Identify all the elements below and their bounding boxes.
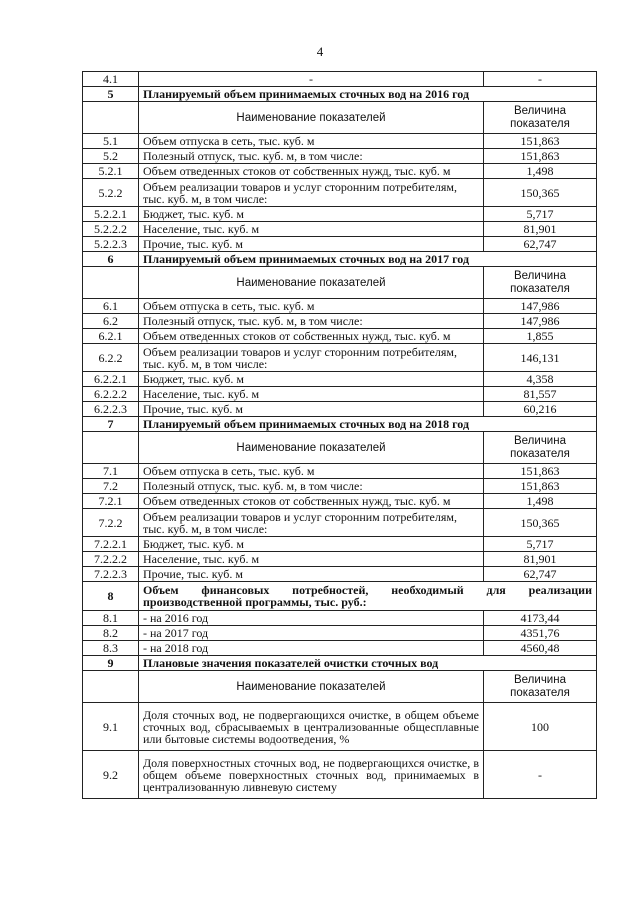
row-number: 9.1 (83, 703, 139, 751)
row-name: Объем отпуска в сеть, тыс. куб. м (139, 299, 484, 314)
row-number: 7.2.2.2 (83, 552, 139, 567)
section-number: 7 (83, 417, 139, 432)
row-value: 151,863 (484, 464, 597, 479)
row-name: Прочие, тыс. куб. м (139, 402, 484, 417)
row-value: 150,365 (484, 179, 597, 207)
column-header-row (83, 267, 597, 299)
row-name: Объем отпуска в сеть, тыс. куб. м (139, 134, 484, 149)
row-name: Бюджет, тыс. куб. м (139, 372, 484, 387)
row-name: Бюджет, тыс. куб. м (139, 537, 484, 552)
row-number: 6.2.1 (83, 329, 139, 344)
column-header-row (83, 432, 597, 464)
row-name: Полезный отпуск, тыс. куб. м, в том числе: (139, 314, 484, 329)
column-header-name: Наименование показателей (139, 267, 484, 299)
row-name: Полезный отпуск, тыс. куб. м, в том числе: (139, 479, 484, 494)
table-row (83, 72, 597, 87)
row-name: - на 2017 год (139, 626, 484, 641)
row-number: 8.3 (83, 641, 139, 656)
row-name: Объем реализации товаров и услуг сторонним потребителям, тыс. куб. м, в том числе: (139, 344, 484, 372)
row-value: 151,863 (484, 479, 597, 494)
row-value: 151,863 (484, 149, 597, 164)
production-program-table (82, 71, 597, 799)
row-number: 7.2.2 (83, 509, 139, 537)
row-name: Полезный отпуск, тыс. куб. м, в том числе: (139, 149, 484, 164)
table-row (83, 567, 597, 582)
table-row (83, 509, 597, 537)
row-number: 4.1 (83, 72, 139, 87)
row-value: 62,747 (484, 237, 597, 252)
row-value: 4173,44 (484, 611, 597, 626)
table-row (83, 207, 597, 222)
row-number: 5.1 (83, 134, 139, 149)
table-row (83, 372, 597, 387)
table-row (83, 237, 597, 252)
table-row (83, 641, 597, 656)
row-name: Объем отпуска в сеть, тыс. куб. м (139, 464, 484, 479)
row-number: 6.2.2.3 (83, 402, 139, 417)
row-number: 5.2.1 (83, 164, 139, 179)
row-number: 7.2.1 (83, 494, 139, 509)
section-title: Планируемый объем принимаемых сточных вод на 2017 год (139, 252, 597, 267)
row-number: 5.2 (83, 149, 139, 164)
row-number: 6.2 (83, 314, 139, 329)
row-name: - (139, 72, 484, 87)
row-name: Население, тыс. куб. м (139, 552, 484, 567)
table-row (83, 164, 597, 179)
table-row (83, 494, 597, 509)
row-value: 1,855 (484, 329, 597, 344)
table-row (83, 751, 597, 799)
section-title: Объем финансовых потребностей, необходимый для реализации производственной программы, тыс. руб.: (139, 582, 597, 611)
row-number: 6.1 (83, 299, 139, 314)
table-row (83, 179, 597, 207)
column-header-value: Величина показателя (484, 267, 597, 299)
column-header-name: Наименование показателей (139, 102, 484, 134)
row-value: - (484, 751, 597, 799)
row-name: Прочие, тыс. куб. м (139, 237, 484, 252)
row-number: 9.2 (83, 751, 139, 799)
row-name: Объем отведенных стоков от собственных нужд, тыс. куб. м (139, 494, 484, 509)
row-number: 5.2.2 (83, 179, 139, 207)
row-name: Объем отведенных стоков от собственных нужд, тыс. куб. м (139, 164, 484, 179)
column-header-value: Величина показателя (484, 432, 597, 464)
table-row (83, 626, 597, 641)
table-row (83, 464, 597, 479)
table-row (83, 402, 597, 417)
section-header-row (83, 656, 597, 671)
row-number: 6.2.2.2 (83, 387, 139, 402)
row-number: 7.2.2.1 (83, 537, 139, 552)
row-number: 8.1 (83, 611, 139, 626)
table-row (83, 344, 597, 372)
section-title: Планируемый объем принимаемых сточных вод на 2016 год (139, 87, 597, 102)
row-name: Прочие, тыс. куб. м (139, 567, 484, 582)
table-row (83, 299, 597, 314)
column-header-name: Наименование показателей (139, 432, 484, 464)
row-name: - на 2016 год (139, 611, 484, 626)
section-number: 9 (83, 656, 139, 671)
row-name: - на 2018 год (139, 641, 484, 656)
section-header-row (83, 417, 597, 432)
row-value: 5,717 (484, 207, 597, 222)
row-value: 1,498 (484, 164, 597, 179)
row-name: Объем реализации товаров и услуг сторонним потребителям, тыс. куб. м, в том числе: (139, 179, 484, 207)
row-value: 147,986 (484, 299, 597, 314)
row-number: 7.2.2.3 (83, 567, 139, 582)
table-row (83, 552, 597, 567)
row-value: 1,498 (484, 494, 597, 509)
row-value: 146,131 (484, 344, 597, 372)
row-value: 100 (484, 703, 597, 751)
table-row (83, 222, 597, 237)
table-row (83, 387, 597, 402)
section-header-row (83, 252, 597, 267)
section-header-row (83, 582, 597, 611)
section-number: 6 (83, 252, 139, 267)
column-header-name: Наименование показателей (139, 671, 484, 703)
row-value: 147,986 (484, 314, 597, 329)
row-number: 5.2.2.3 (83, 237, 139, 252)
table-row (83, 479, 597, 494)
table-row (83, 314, 597, 329)
row-name: Объем отведенных стоков от собственных нужд, тыс. куб. м (139, 329, 484, 344)
row-value: 4,358 (484, 372, 597, 387)
section-number: 8 (83, 582, 139, 611)
row-number: 7.1 (83, 464, 139, 479)
column-header-row (83, 671, 597, 703)
row-number: 5.2.2.1 (83, 207, 139, 222)
column-header-value: Величина показателя (484, 102, 597, 134)
table-row (83, 329, 597, 344)
section-header-row (83, 87, 597, 102)
column-header-row (83, 102, 597, 134)
row-number: 7.2 (83, 479, 139, 494)
row-name: Доля поверхностных сточных вод, не подвергающихся очистке, в общем объеме поверхностных сточных вод, принимаемых в централизованную ливневую систему (139, 751, 484, 799)
section-number: 5 (83, 87, 139, 102)
table-row (83, 134, 597, 149)
row-number: 6.2.2 (83, 344, 139, 372)
page-number: 4 (316, 44, 324, 59)
row-number: 6.2.2.1 (83, 372, 139, 387)
row-value: - (484, 72, 597, 87)
row-number: 5.2.2.2 (83, 222, 139, 237)
section-title: Плановые значения показателей очистки сточных вод (139, 656, 597, 671)
table-row (83, 703, 597, 751)
row-value: 4351,76 (484, 626, 597, 641)
row-name: Население, тыс. куб. м (139, 387, 484, 402)
row-value: 81,901 (484, 552, 597, 567)
row-value: 5,717 (484, 537, 597, 552)
row-value: 60,216 (484, 402, 597, 417)
row-number: 8.2 (83, 626, 139, 641)
table-row (83, 149, 597, 164)
row-value: 81,901 (484, 222, 597, 237)
row-name: Объем реализации товаров и услуг сторонним потребителям, тыс. куб. м, в том числе: (139, 509, 484, 537)
section-title: Планируемый объем принимаемых сточных вод на 2018 год (139, 417, 597, 432)
row-value: 62,747 (484, 567, 597, 582)
row-value: 4560,48 (484, 641, 597, 656)
row-value: 150,365 (484, 509, 597, 537)
row-name: Население, тыс. куб. м (139, 222, 484, 237)
column-header-value: Величина показателя (484, 671, 597, 703)
table-row (83, 611, 597, 626)
row-name: Доля сточных вод, не подвергающихся очистке, в общем объеме сточных вод, сбрасываемых в централизованные общесплавные или бытовые системы водоотведения, % (139, 703, 484, 751)
table-row (83, 537, 597, 552)
row-value: 151,863 (484, 134, 597, 149)
row-name: Бюджет, тыс. куб. м (139, 207, 484, 222)
row-value: 81,557 (484, 387, 597, 402)
